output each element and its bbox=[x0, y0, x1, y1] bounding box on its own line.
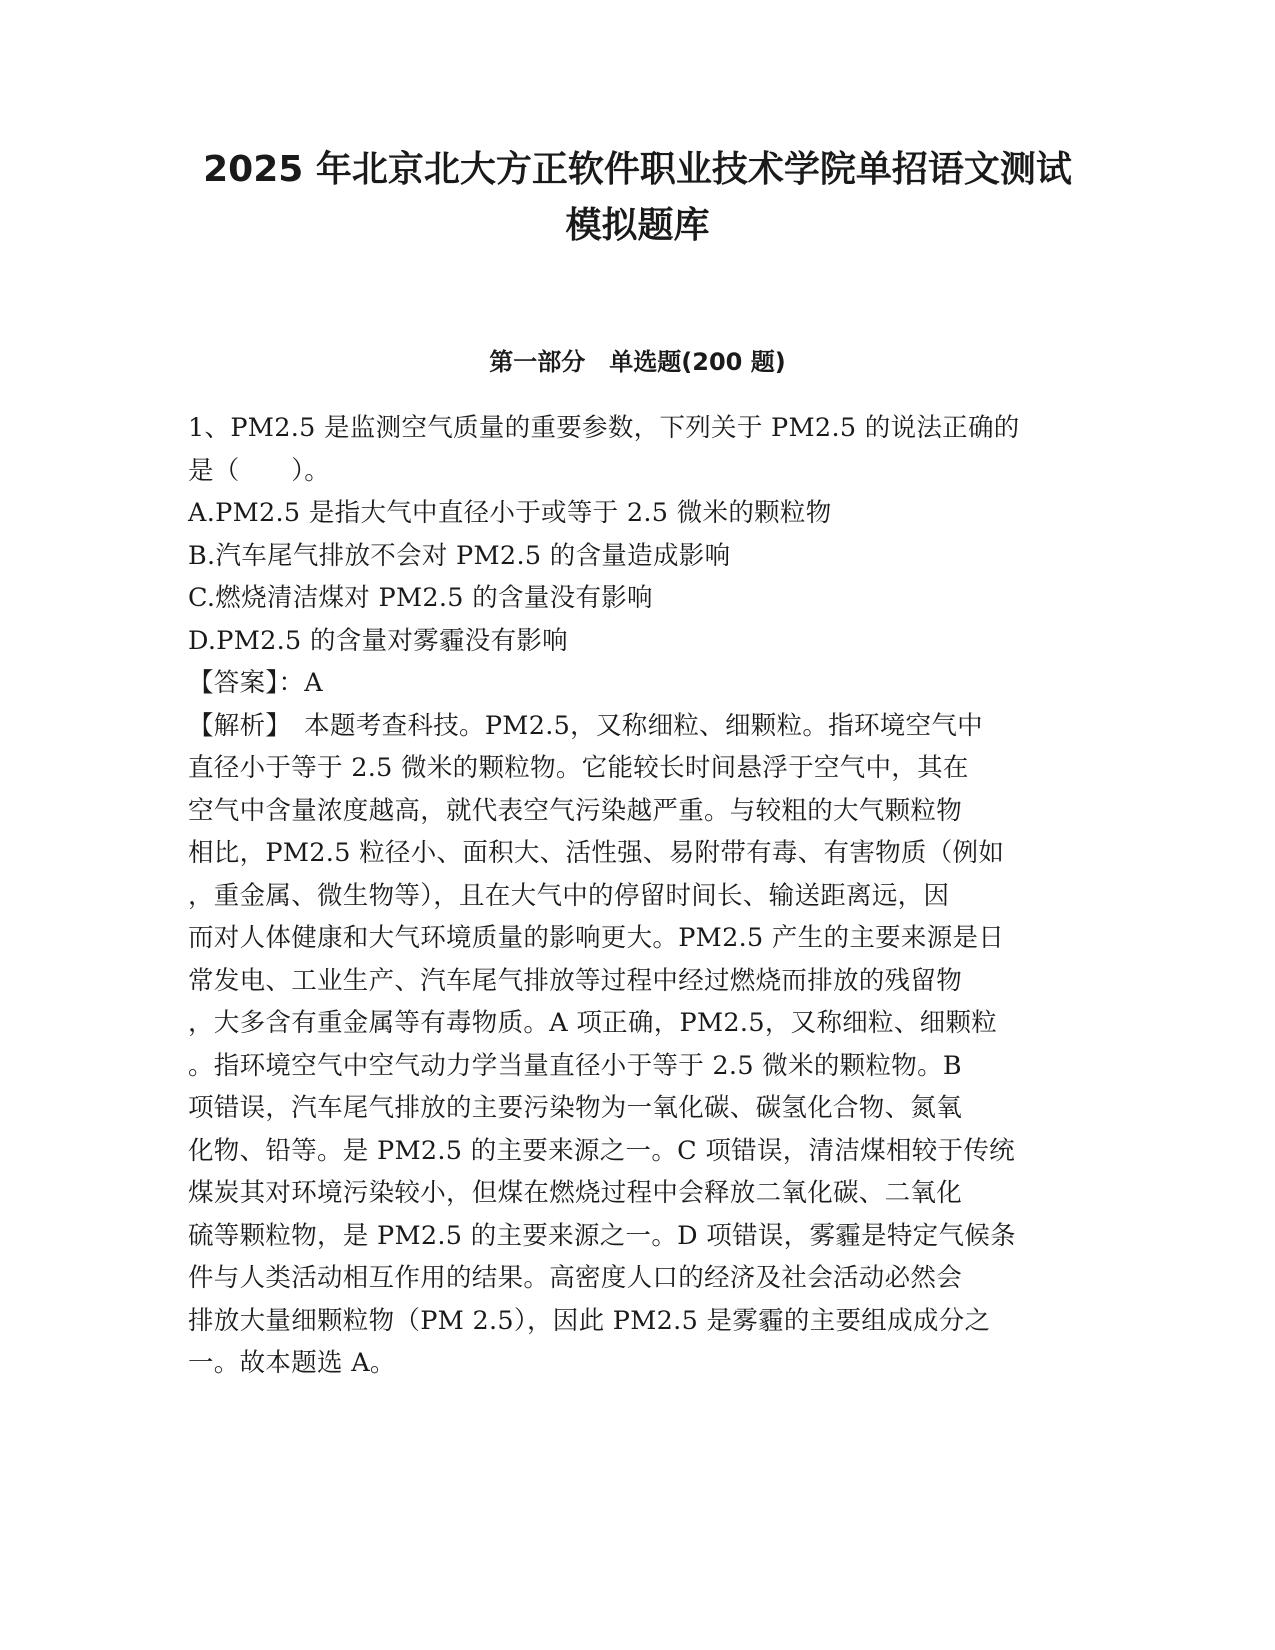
analysis-line: 空气中含量浓度越高，就代表空气污染越严重。与较粗的大气颗粒物 bbox=[188, 795, 963, 826]
analysis-line: 排放大量细颗粒物（PM 2.5），因此 PM2.5 是雾霾的主要组成成分之 bbox=[188, 1305, 991, 1336]
document-title-line-2: 模拟题库 bbox=[565, 205, 710, 246]
answer-line: 【答案】：A bbox=[188, 668, 323, 698]
analysis-line: 项错误，汽车尾气排放的主要污染物为一氧化碳、碳氢化合物、氮氧 bbox=[188, 1093, 963, 1123]
section-heading: 第一部分 单选题(200 题) bbox=[489, 348, 786, 376]
question-stem-line: 1、PM2.5 是监测空气质量的重要参数，下列关于 PM2.5 的说法正确的 bbox=[188, 413, 1020, 443]
analysis-line: 【解析】 本题考查科技。PM2.5，又称细粒、细颗粒。指环境空气中 bbox=[188, 710, 983, 741]
question-block bbox=[188, 407, 1083, 1385]
question-stem-line: 是（ ）。 bbox=[188, 455, 331, 486]
analysis-line: ，重金属、微生物等），且在大气中的停留时间长、输送距离远，因 bbox=[188, 880, 950, 911]
option-a: A.PM2.5 是指大气中直径小于或等于 2.5 微米的颗粒物 bbox=[188, 498, 832, 528]
analysis-line: 常发电、工业生产、汽车尾气排放等过程中经过燃烧而排放的残留物 bbox=[188, 965, 963, 996]
analysis-line: 相比，PM2.5 粒径小、面积大、活性强、易附带有毒、有害物质（例如 bbox=[188, 838, 1005, 868]
analysis-line: 一。故本题选 A。 bbox=[188, 1348, 396, 1378]
option-b: B.汽车尾气排放不会对 PM2.5 的含量造成影响 bbox=[188, 540, 731, 571]
analysis-line: ，大多含有重金属等有毒物质。A 项正确，PM2.5，又称细粒、细颗粒 bbox=[188, 1008, 998, 1038]
document-title-line-1: 2025 年北京北大方正软件职业技术学院单招语文测试 bbox=[203, 149, 1072, 190]
analysis-line: 煤炭其对环境污染较小，但煤在燃烧过程中会释放二氧化碳、二氧化 bbox=[188, 1178, 963, 1208]
option-d: D.PM2.5 的含量对雾霾没有影响 bbox=[188, 625, 568, 656]
option-c: C.燃烧清洁煤对 PM2.5 的含量没有影响 bbox=[188, 583, 653, 613]
analysis-line: 件与人类活动相互作用的结果。高密度人口的经济及社会活动必然会 bbox=[188, 1263, 963, 1293]
analysis-line: 而对人体健康和大气环境质量的影响更大。PM2.5 产生的主要来源是日 bbox=[188, 923, 1005, 953]
analysis-paragraph bbox=[188, 705, 1083, 1385]
analysis-line: 化物、铅等。是 PM2.5 的主要来源之一。C 项错误，清洁煤相较于传统 bbox=[188, 1135, 1015, 1166]
analysis-line: 。指环境空气中空气动力学当量直径小于等于 2.5 微米的颗粒物。B bbox=[188, 1050, 962, 1081]
analysis-line: 硫等颗粒物，是 PM2.5 的主要来源之一。D 项错误，雾霾是特定气候条 bbox=[188, 1220, 1016, 1251]
question-stem bbox=[188, 407, 1083, 492]
answer-options bbox=[188, 492, 1083, 662]
analysis-line: 直径小于等于 2.5 微米的颗粒物。它能较长时间悬浮于空气中，其在 bbox=[188, 753, 969, 783]
document-title bbox=[160, 142, 1115, 254]
